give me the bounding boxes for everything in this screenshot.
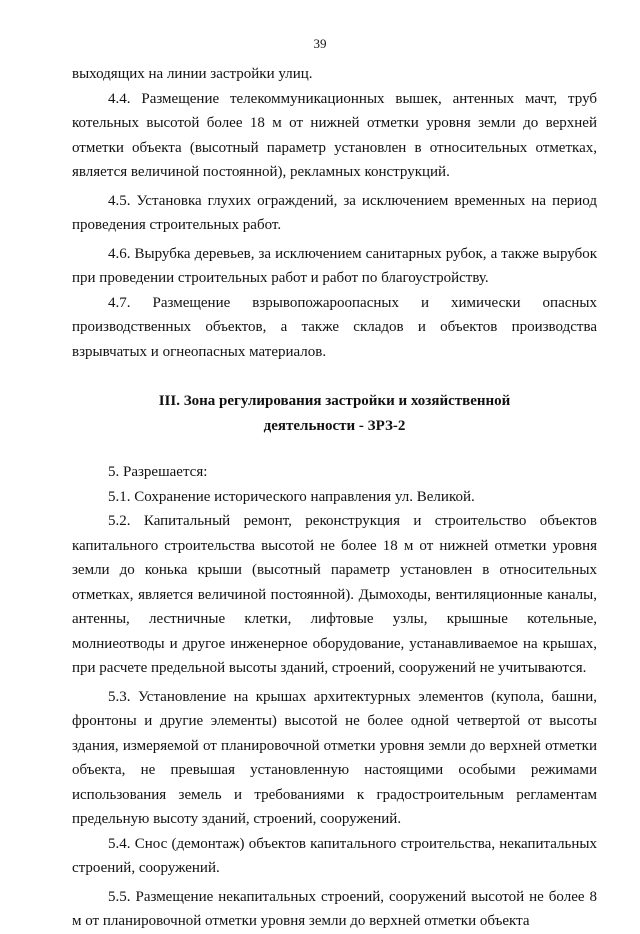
paragraph-4-6: 4.6. Вырубка деревьев, за исключением санитарных рубок, а также вырубок при проведении строительных работ и работ по благоустройству. (72, 245, 597, 286)
paragraph-5-1: 5.1. Сохранение исторического направления ул. Великой. (108, 488, 475, 505)
paragraph-5-3: 5.3. Установление на крышах архитектурных элементов (купола, башни, фронтоны и другие элементы) высотой не более одной четвертой от высоты здания, измеряемой от планировочной отметки уровня земли до верхней отметки объекта, не превышая установленную настоящими особыми режимами использования земель и требованиями к градостроительным регламентам предельную высоту зданий, строений, сооружений. (72, 688, 597, 827)
paragraph-5-2: 5.2. Капитальный ремонт, реконструкция и строительство объектов капитального строительства высотой не более 18 м от нижней отметки уровня земли до конька крыши (высотный параметр установлен в относительных отметках, является величиной постоянной). Дымоходы, вентиляционные каналы, антенны, лестничные клетки, лифтовые узлы, крышные котельные, молниеотводы и другое инженерное оборудование, устанавливаемое на крышах, при расчете предельной высоты зданий, строений, сооружений не учитываются. (72, 513, 597, 676)
document-body (72, 62, 597, 934)
paragraph-4-4: 4.4. Размещение телекоммуникационных вышек, антенных мачт, труб котельных высотой более 18 м от нижней отметки уровня земли до верхней отметки объекта (высотный параметр установлен в относительных отметках, является величиной постоянной), рекламных конструкций. (72, 90, 597, 180)
paragraph-5: 5. Разрешается: (108, 464, 208, 480)
section-heading-line-1: III. Зона регулирования застройки и хозяйственной (158, 393, 511, 409)
section-heading (72, 389, 597, 438)
paragraph-4-7: 4.7. Размещение взрывопожароопасных и химически опасных производственных объектов, а также складов и объектов производства взрывчатых и огнеопасных материалов. (72, 294, 597, 360)
paragraph-5-5: 5.5. Размещение некапитальных строений, сооружений высотой не более 8 м от планировочной отметки уровня земли до верхней отметки объекта (72, 888, 597, 929)
page-number: 39 (313, 36, 327, 51)
paragraph-4-5: 4.5. Установка глухих ограждений, за исключением временных на период проведения строительных работ. (72, 192, 597, 233)
paragraph-5-4: 5.4. Снос (демонтаж) объектов капитального строительства, некапитальных строений, сооружений. (72, 835, 597, 876)
paragraph-continuation: выходящих на линии застройки улиц. (72, 66, 313, 82)
section-heading-line-2: деятельности - ЗРЗ-2 (263, 417, 406, 434)
